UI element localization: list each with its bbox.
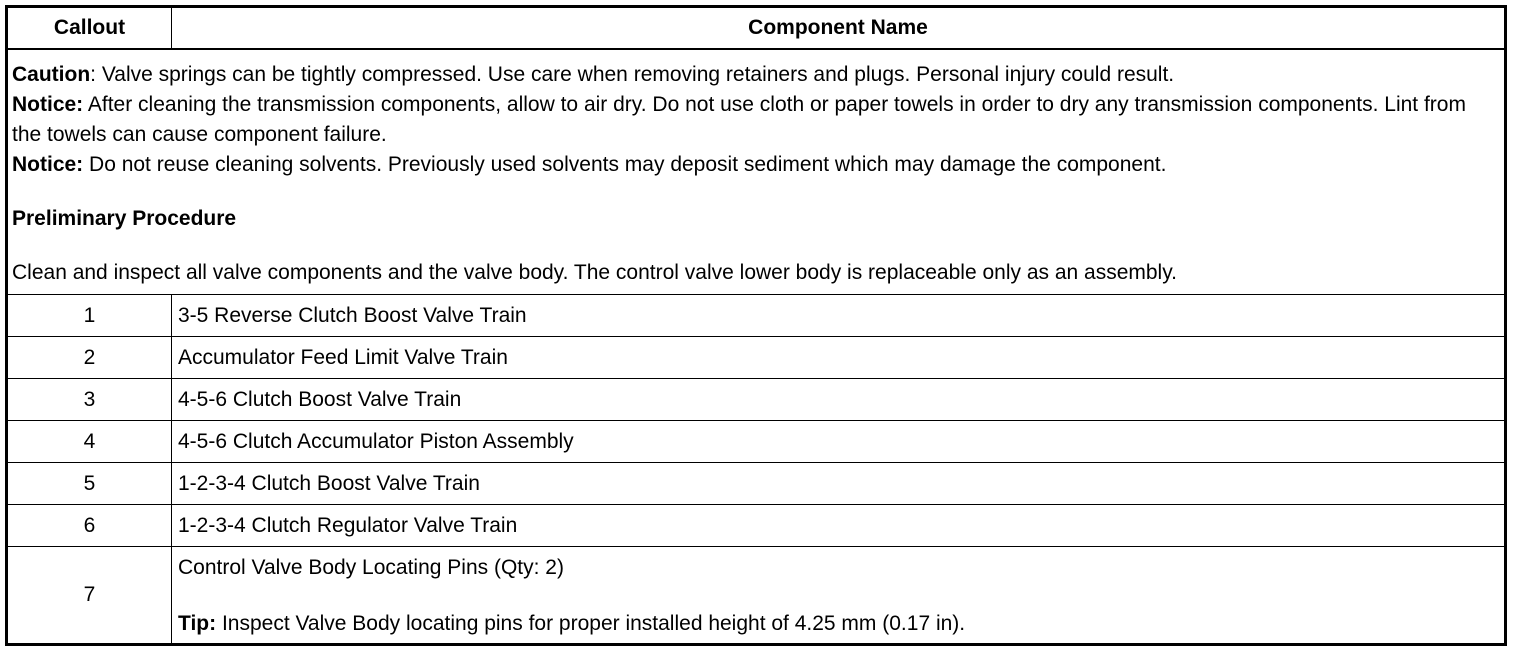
table-row [7,505,1506,547]
notes-row [7,49,1506,295]
component-name-cell [172,547,1506,645]
component-name-cell: 4-5-6 Clutch Boost Valve Train [172,379,1506,421]
preliminary-heading: Preliminary Procedure [12,207,237,230]
spacer [12,234,1500,258]
component-name-header: Component Name [172,7,1506,50]
callout-cell: 1 [7,295,172,337]
spacer [12,180,1500,204]
tip-label: Tip: [178,612,217,635]
tip-note [178,609,1498,639]
table-row [7,379,1506,421]
component-name-cell: 1-2-3-4 Clutch Boost Valve Train [172,463,1506,505]
notice-text-2: Do not reuse cleaning solvents. Previously used solvents may deposit sediment which may damage the component. [83,153,1167,176]
callout-cell: 3 [7,379,172,421]
notice-note-1 [12,90,1500,150]
table-row [7,295,1506,337]
notice-note-2 [12,150,1500,180]
table-row [7,547,1506,645]
component-name-cell: 4-5-6 Clutch Accumulator Piston Assembly [172,421,1506,463]
callout-cell: 5 [7,463,172,505]
notes-cell [7,49,1506,295]
callout-cell: 7 [7,547,172,645]
table-row [7,421,1506,463]
notice-text-1: After cleaning the transmission components, allow to air dry. Do not use cloth or paper towels in order to dry any transmission components. Lint from the towels can cause component failure. [12,93,1466,146]
callout-cell: 2 [7,337,172,379]
caution-text: : Valve springs can be tightly compressed. Use care when removing retainers and plugs. Personal injury could result. [90,63,1175,86]
caution-label: Caution [12,63,91,86]
component-name-text: Control Valve Body Locating Pins (Qty: 2) [178,556,564,579]
component-name-cell: Accumulator Feed Limit Valve Train [172,337,1506,379]
table-row [7,337,1506,379]
preliminary-text: Clean and inspect all valve components and the valve body. The control valve lower body is replaceable only as an assembly. [12,261,1177,284]
spacer [178,583,1498,609]
component-name-cell: 1-2-3-4 Clutch Regulator Valve Train [172,505,1506,547]
notice-label-1: Notice: [12,93,84,116]
header-row [7,7,1506,50]
table-row [7,463,1506,505]
component-table [5,5,1507,646]
callout-cell: 6 [7,505,172,547]
tip-text: Inspect Valve Body locating pins for proper installed height of 4.25 mm (0.17 in). [216,612,966,635]
notice-label-2: Notice: [12,153,84,176]
callout-cell: 4 [7,421,172,463]
component-name-cell: 3-5 Reverse Clutch Boost Valve Train [172,295,1506,337]
caution-note [12,60,1500,90]
callout-header: Callout [7,7,172,50]
